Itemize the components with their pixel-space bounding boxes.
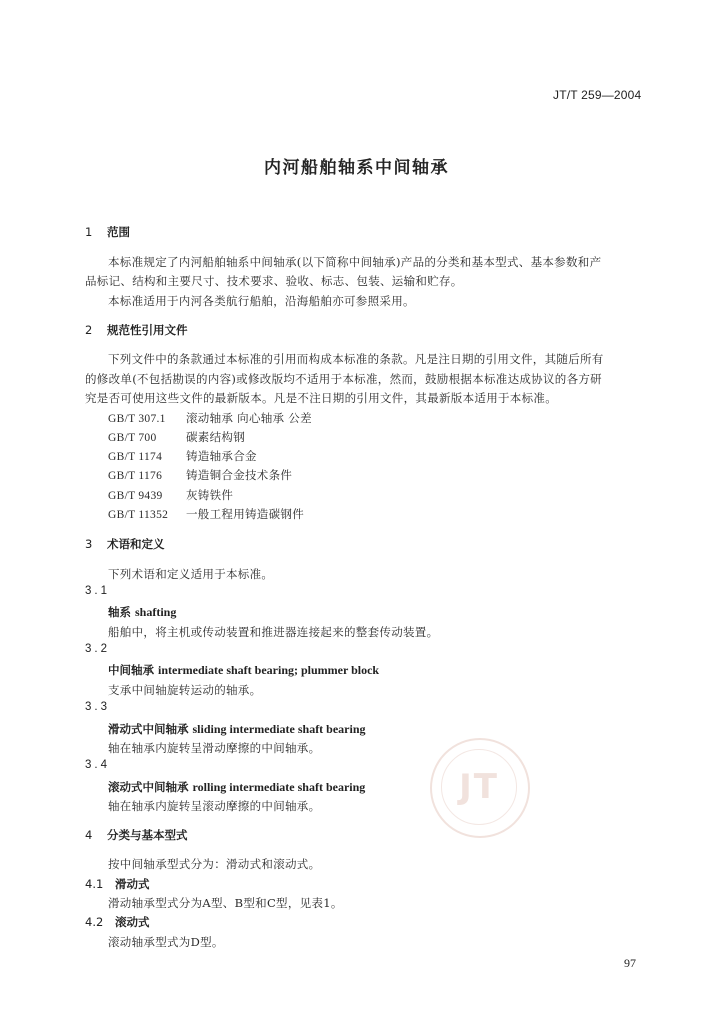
subsection-4-2-heading: [85, 914, 150, 930]
section-1-number: 1: [85, 225, 93, 239]
section-3-intro: 下列术语和定义适用于本标准。: [108, 567, 274, 581]
subsection-4-1-text: 滑动轴承型式分为A型、B型和C型，见表1。: [108, 896, 343, 910]
term-heading: [108, 604, 176, 620]
term-en: rolling intermediate shaft bearing: [192, 780, 366, 794]
watermark-text: JT: [441, 749, 517, 825]
reference-title: 碳素结构钢: [186, 430, 245, 444]
term-zh: 滚动式中间轴承: [108, 780, 189, 794]
term-en: sliding intermediate shaft bearing: [192, 722, 366, 736]
reference-item: [108, 410, 312, 426]
subsection-4-1-heading: [85, 876, 150, 892]
jt-watermark-seal: [430, 738, 530, 838]
reference-code: GB/T 11352: [108, 509, 169, 521]
reference-title: 灰铸铁件: [186, 488, 234, 502]
standard-code: JT/T 259—2004: [553, 88, 642, 102]
term-zh: 滑动式中间轴承: [108, 722, 189, 736]
reference-title: 铸造铜合金技术条件: [186, 468, 293, 482]
subsection-number: 4.1: [85, 877, 104, 891]
reference-item: [108, 506, 304, 522]
section-4-title: 分类与基本型式: [107, 828, 188, 842]
term-heading: [108, 779, 365, 795]
reference-title: 铸造轴承合金: [186, 449, 257, 463]
reference-item: [108, 467, 292, 483]
term-heading: [108, 662, 379, 678]
subsection-title: 滚动式: [115, 915, 150, 929]
section-4-intro: 按中间轴承型式分为：滑动式和滚动式。: [108, 857, 321, 871]
reference-code: GB/T 307.1: [108, 413, 166, 425]
section-1-paragraph-1-line-1: 本标准规定了内河船舶轴系中间轴承(以下简称中间轴承)产品的分类和基本型式、基本参数和产: [108, 255, 602, 269]
reference-title: 一般工程用铸造碳钢件: [186, 507, 304, 521]
term-zh: 中间轴承: [108, 663, 154, 677]
reference-item: [108, 487, 233, 503]
reference-code: GB/T 700: [108, 432, 157, 444]
reference-item: [108, 429, 245, 445]
reference-title: 滚动轴承 向心轴承 公差: [186, 411, 312, 425]
section-2-intro-line-1: 下列文件中的条款通过本标准的引用而构成本标准的条款。凡是注日期的引用文件，其随后所有: [108, 352, 604, 366]
subsection-4-2-text: 滚动轴承型式为D型。: [108, 935, 224, 949]
reference-item: [108, 448, 257, 464]
section-2-number: 2: [85, 323, 93, 337]
page-number: 97: [624, 956, 636, 970]
section-1-paragraph-1-line-2: 品标记、结构和主要尺寸、技术要求、验收、标志、包装、运输和贮存。: [85, 274, 463, 288]
reference-code: GB/T 1174: [108, 451, 163, 463]
term-number: 3.3: [85, 701, 110, 713]
section-2-intro-line-3: 究是否可使用这些文件的最新版本。凡是不注日期的引用文件，其最新版本适用于本标准。: [85, 391, 557, 405]
term-heading: [108, 721, 366, 737]
section-1-title: 范围: [107, 225, 130, 239]
section-2-intro-line-2: 的修改单(不包括勘误的内容)或修改版均不适用于本标准，然而，鼓励根据本标准达成协议的各方研: [85, 372, 602, 386]
section-2-title: 规范性引用文件: [107, 323, 188, 337]
section-3-number: 3: [85, 537, 93, 551]
section-3-title: 术语和定义: [107, 537, 165, 551]
subsection-number: 4.2: [85, 915, 104, 929]
subsection-title: 滑动式: [115, 877, 150, 891]
reference-code: GB/T 1176: [108, 470, 163, 482]
term-number: 3.4: [85, 759, 110, 771]
term-number: 3.1: [85, 585, 110, 597]
section-1-paragraph-2: 本标准适用于内河各类航行船舶，沿海船舶亦可参照采用。: [108, 294, 415, 308]
term-definition: 船舶中，将主机或传动装置和推进器连接起来的整套传动装置。: [108, 625, 439, 639]
reference-code: GB/T 9439: [108, 490, 163, 502]
term-definition: 轴在轴承内旋转呈滑动摩擦的中间轴承。: [108, 741, 321, 755]
term-definition: 轴在轴承内旋转呈滚动摩擦的中间轴承。: [108, 799, 321, 813]
section-1-heading: [85, 224, 130, 240]
term-definition: 支承中间轴旋转运动的轴承。: [108, 683, 262, 697]
section-3-heading: [85, 536, 165, 552]
document-title: 内河船舶轴系中间轴承: [264, 158, 449, 178]
term-number: 3.2: [85, 643, 110, 655]
term-zh: 轴系: [108, 605, 131, 619]
section-2-heading: [85, 322, 188, 338]
term-en: shafting: [135, 605, 177, 619]
section-4-number: 4: [85, 828, 93, 842]
section-4-heading: [85, 827, 188, 843]
term-en: intermediate shaft bearing; plummer block: [158, 663, 380, 677]
